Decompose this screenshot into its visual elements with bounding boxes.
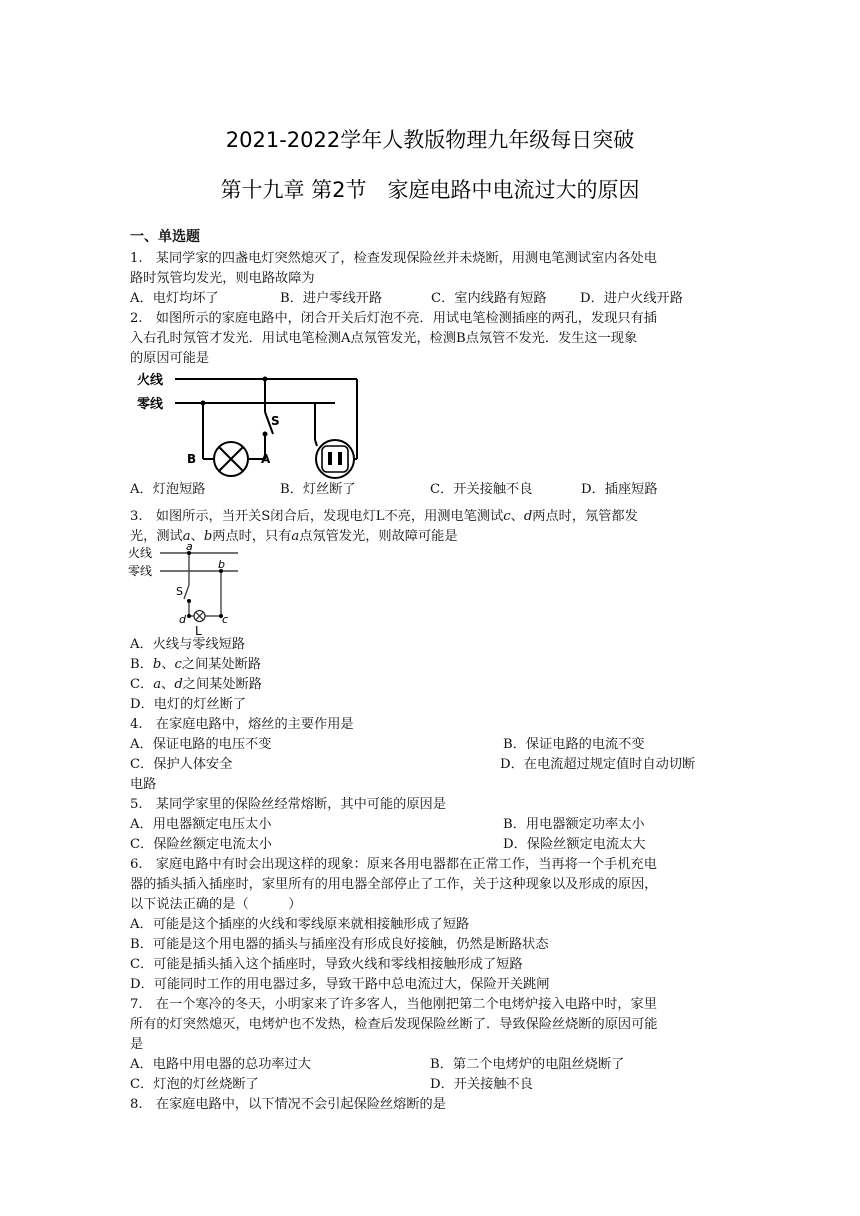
question-4-option-a: A．保证电路的电压不变 (130, 737, 272, 752)
question-6-option-d: D．可能同时工作的用电器过多，导致干路中总电流过大，保险开关跳闸 (130, 977, 550, 992)
question-4-option-b: B．保证电路的电流不变 (503, 737, 645, 752)
fig3-switch-label: S (176, 585, 183, 598)
question-2-text-line1: 2. 如图所示的家庭电路中，闭合开关后灯泡不亮．用试电笔检测插座的两孔，发现只有插 (130, 311, 657, 326)
question-4-option-d: D．在电流超过规定值时自动切断 (500, 757, 696, 772)
question-3-circuit-diagram (126, 541, 246, 639)
fig2-switch-label: S (271, 414, 280, 428)
fig3-live-label: 火线 (128, 546, 153, 560)
fig3-neutral-label: 零线 (128, 564, 153, 578)
question-7-text-line3: 是 (130, 1037, 144, 1052)
question-6-option-b: B．可能是这个用电器的插头与插座没有形成良好接触，仍然是断路状态 (130, 937, 549, 952)
question-1-text-line1: 1. 某同学家的四盏电灯突然熄灭了，检查发现保险丝并未烧断，用测电笔测试室内各处电 (130, 251, 657, 266)
question-1-option-d: D．进户火线开路 (580, 291, 683, 306)
question-7-text-line1: 7. 在一个寒冷的冬天，小明家来了许多客人，当他刚把第二个电烤炉接入电路中时，家里 (130, 997, 657, 1012)
question-2-option-a: A．灯泡短路 (130, 482, 206, 497)
question-2-option-b: B．灯丝断了 (280, 482, 356, 497)
fig3-point-a-label: a (186, 541, 193, 553)
question-3-text-line1: 3. 如图所示，当开关S闭合后，发现电灯L不亮，用测电笔测试c、d两点时，氖管都发 (130, 509, 638, 524)
fig2-point-b-label: B (187, 452, 197, 466)
question-2-text-line3: 的原因可能是 (130, 351, 210, 366)
question-1-option-b: B．进户零线开路 (280, 291, 383, 306)
fig3-point-d-label: d (179, 613, 186, 626)
question-6-text-line1: 6. 家庭电路中有时会出现这样的现象：原来各用电器都在正常工作，当再将一个手机充电 (130, 857, 657, 872)
fig3-point-b-label: b (218, 558, 225, 571)
question-6-text-line2: 器的插头插入插座时，家里所有的用电器全部停止了工作，关于这种现象以及形成的原因， (130, 877, 658, 892)
question-6-option-c: C．可能是插头插入这个插座时，导致火线和零线相接触形成了短路 (130, 957, 523, 972)
question-7-option-c: C．灯泡的灯丝烧断了 (130, 1077, 259, 1092)
question-6-text-line3: 以下说法正确的是（ ） (130, 897, 302, 912)
question-7-option-d: D．开关接触不良 (430, 1077, 533, 1092)
document-title: 2021-2022学年人教版物理九年级每日突破 (225, 128, 635, 152)
fig3-lamp-label: L (195, 624, 202, 638)
question-7-option-b: B．第二个电烤炉的电阻丝烧断了 (430, 1057, 625, 1072)
question-4-option-c: C．保护人体安全 (130, 757, 233, 772)
socket-symbol (316, 440, 354, 478)
lamp-symbol (194, 611, 205, 622)
question-8-text: 8. 在家庭电路中，以下情况不会引起保险丝熔断的是 (130, 1097, 446, 1112)
question-7-text-line2: 所有的灯突然熄灭，电烤炉也不发热，检查后发现保险丝断了．导致保险丝烧断的原因可能 (130, 1017, 658, 1032)
document-subtitle: 第十九章 第2节 家庭电路中电流过大的原因 (220, 178, 640, 202)
question-6-option-a: A．可能是这个插座的火线和零线原来就相接触形成了短路 (130, 917, 470, 932)
question-3-option-b: B．b、c之间某处断路 (130, 657, 262, 672)
question-1-option-c: C．室内线路有短路 (431, 291, 547, 306)
question-2-option-c: C．开关接触不良 (430, 482, 533, 497)
question-2-circuit-diagram (125, 368, 375, 480)
question-7-option-a: A．电路中用电器的总功率过大 (130, 1057, 311, 1072)
question-4-text: 4. 在家庭电路中，熔丝的主要作用是 (130, 717, 354, 732)
section-heading: 一、单选题 (130, 229, 200, 245)
fig2-point-a-label: A (261, 452, 271, 466)
lamp-symbol (214, 442, 248, 476)
fig2-neutral-label: 零线 (137, 397, 164, 412)
fig2-live-label: 火线 (137, 373, 164, 388)
fig3-point-c-label: c (222, 613, 229, 626)
question-2-option-d: D．插座短路 (581, 482, 658, 497)
question-5-option-b: B．用电器额定功率太小 (503, 817, 645, 832)
question-4-option-d-continued: 电路 (130, 777, 157, 792)
question-3-option-d: D．电灯的灯丝断了 (130, 697, 247, 712)
question-2-text-line2: 入右孔时氖管才发光．用试电笔检测A点氖管发光，检测B点氖管不发光．发生这一现象 (130, 331, 638, 346)
question-5-option-a: A．用电器额定电压太小 (130, 817, 272, 832)
question-3-option-c: C．a、d之间某处断路 (130, 677, 262, 692)
question-5-option-d: D．保险丝额定电流太大 (503, 837, 646, 852)
question-3-text-line2: 光，测试a、b两点时，只有a点氖管发光，则故障可能是 (130, 529, 458, 544)
question-5-option-c: C．保险丝额定电流太小 (130, 837, 272, 852)
question-1-option-a: A．电灯均坏了 (130, 291, 219, 306)
question-1-text-line2: 路时氖管均发光，则电路故障为 (130, 271, 315, 286)
question-5-text: 5. 某同学家里的保险丝经常熔断，其中可能的原因是 (130, 797, 446, 812)
question-3-option-a: A．火线与零线短路 (130, 637, 246, 652)
